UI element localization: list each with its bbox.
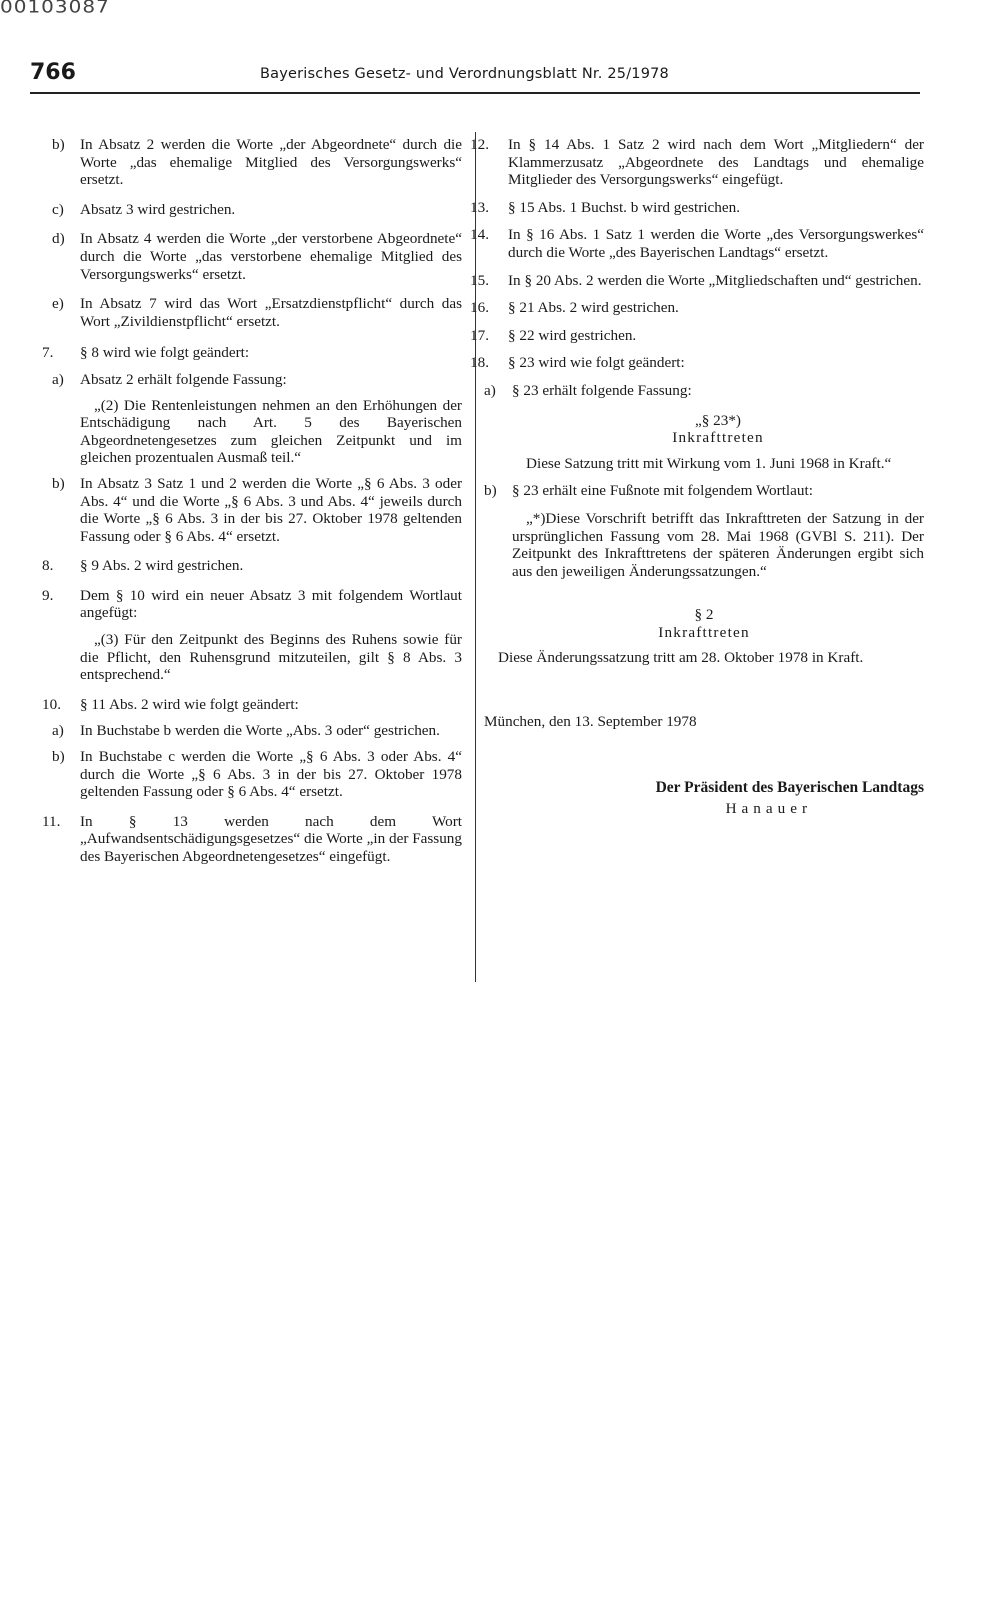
item-text: § 8 wird wie folgt geändert: [80,344,250,362]
item-18a [484,382,924,400]
item-text: § 23 erhält folgende Fassung: [512,381,692,399]
item-16 [470,299,924,317]
item-b [52,136,462,189]
item-text: In § 14 Abs. 1 Satz 2 wird nach dem Wort „Mitgliedern“ der Klammerzusatz „Abgeordnete des Landtags und ehemalige Mitglieder des Versorgungswerks“ eingefügt. [508,136,924,189]
item-text: In Absatz 4 werden die Worte „der verstorbene Abgeordnete“ durch die Worte „das verstorbene ehemalige Mitglied des Versorgungswerks“ ersetzt. [80,230,462,283]
item-label: 18. [470,354,489,372]
signatory-title: Der Präsident des Bayerischen Landtags [655,778,924,796]
item-d [52,230,462,283]
item-label: 11. [42,812,61,830]
item-label: 13. [470,198,489,216]
item-label: b) [52,136,65,153]
item-text: Absatz 3 wird gestrichen. [80,200,236,218]
item-label: 9. [42,586,54,604]
item-13 [470,198,924,217]
item-label: d) [52,230,65,248]
item-label: a) [52,722,64,740]
item-label: 8. [42,557,54,575]
item-label: 15. [470,271,489,289]
item-18 [470,354,924,372]
item-e [52,295,462,330]
place-and-date: München, den 13. September 1978 [484,713,697,731]
item-10 [42,695,462,714]
item-8 [42,557,462,575]
quote-7a: „(2) Die Rentenleistungen nehmen an den Erhöhungen der Entschädigung nach Art. 5 des Bayerischen Abgeordnetengesetzes zum gleichen Zeitpunkt und im gleichen prozentualen Ausmaß teil.“ [80,396,462,467]
item-label: 7. [42,344,54,362]
item-7a [52,371,462,389]
page-number: 766 [30,60,76,85]
item-7b [52,475,462,545]
quote-18b: „*)Diese Vorschrift betrifft das Inkrafttreten der Satzung in der ursprünglichen Fassung vom 28. Mai 1968 (GVBl S. 211). Der Zeitpunkt des Inkrafttretens der späteren Änderungen ergibt sich aus den jeweiligen Änderungssatzungen.“ [512,509,924,580]
item-label: a) [52,370,64,388]
item-18b [484,482,924,500]
item-9 [42,586,462,622]
item-label: a) [484,381,496,399]
item-text: In Absatz 3 Satz 1 und 2 werden die Worte „§ 6 Abs. 3 oder Abs. 4“ und die Worte „§ 6 Abs. 3 und Abs. 4“ jeweils durch die Worte „§ 6 Abs. 3 in der bis 27. Oktober 1978 geltenden Fassung oder § 6 Abs. 4“ ersetzt. [80,474,462,545]
item-17 [470,326,924,345]
scan-archive-mark: 00103087 [0,0,110,17]
item-text: In § 16 Abs. 1 Satz 1 werden die Worte „des Versorgungswerkes“ durch die Worte „des Bayerischen Landtags“ ersetzt. [508,226,924,261]
item-text: In Absatz 2 werden die Worte „der Abgeordnete“ durch die Worte „das ehemalige Mitglied des Versorgungswerks“ ersetzt. [80,136,462,189]
item-label: e) [52,295,64,313]
item-label: 10. [42,695,61,713]
item-label: b) [52,748,65,766]
left-column [42,136,462,875]
item-c [52,201,462,219]
item-text: In Buchstabe c werden die Worte „§ 6 Abs. 3 oder Abs. 4“ durch die Worte „§ 6 Abs. 3 in der bis 27. Oktober 1978 geltenden Fassung oder § 6 Abs. 4“ ersetzt. [80,748,462,801]
item-10b [52,748,462,801]
right-column [470,136,924,818]
item-label: 17. [470,326,489,344]
quoted-section-subheading: Inkrafttreten [672,429,764,447]
item-7 [42,344,462,362]
item-text: In Buchstabe b werden die Worte „Abs. 3 oder“ gestrichen. [80,722,440,740]
item-label: c) [52,200,64,218]
quote-18a: Diese Satzung tritt mit Wirkung vom 1. Juni 1968 in Kraft.“ [526,454,892,472]
item-label: 16. [470,299,489,317]
item-text: In Absatz 7 wird das Wort „Ersatzdienstpflicht“ durch das Wort „Zivildienstpflicht“ ersetzt. [80,295,462,330]
item-text: § 11 Abs. 2 wird wie folgt geändert: [80,695,299,713]
item-label: 14. [470,226,489,244]
item-text: In § 20 Abs. 2 werden die Worte „Mitgliedschaften und“ gestrichen. [508,271,922,289]
section-2-text: Diese Änderungssatzung tritt am 28. Oktober 1978 in Kraft. [498,649,864,667]
item-12 [470,136,924,189]
item-10a [52,722,462,740]
item-11 [42,812,462,866]
signatory-name: Hanauer [725,800,812,818]
column-divider [475,132,476,982]
item-14 [470,226,924,261]
journal-title: Bayerisches Gesetz- und Verordnungsblatt Nr. 25/1978 [260,66,669,82]
page-header [30,60,920,94]
section-2-heading: § 2 [694,606,714,624]
item-text: § 22 wird gestrichen. [508,326,637,344]
quote-9: „(3) Für den Zeitpunkt des Beginns des Ruhens sowie für die Pflicht, den Ruhensgrund mitzuteilen, gilt § 8 Abs. 3 entsprechend.“ [80,631,462,684]
item-text: § 21 Abs. 2 wird gestrichen. [508,299,679,317]
item-text: § 9 Abs. 2 wird gestrichen. [80,557,244,575]
item-label: 12. [470,136,489,153]
section-2-subheading: Inkrafttreten [658,623,750,641]
item-text: Dem § 10 wird ein neuer Absatz 3 mit folgendem Wortlaut angefügt: [80,586,462,622]
item-label: b) [52,474,65,492]
item-text: Absatz 2 erhält folgende Fassung: [80,370,287,388]
item-text: § 23 wird wie folgt geändert: [508,354,685,372]
item-text: In § 13 werden nach dem Wort „Aufwandsentschädigungsgesetzes“ die Worte „in der Fassung des Bayerischen Abgeordnetengesetzes“ eingefügt. [80,812,462,865]
item-15 [470,271,924,290]
quoted-section-heading: „§ 23*) [695,411,741,429]
item-text: § 23 erhält eine Fußnote mit folgendem Wortlaut: [512,482,813,500]
item-label: b) [484,482,497,500]
item-text: § 15 Abs. 1 Buchst. b wird gestrichen. [508,198,741,216]
